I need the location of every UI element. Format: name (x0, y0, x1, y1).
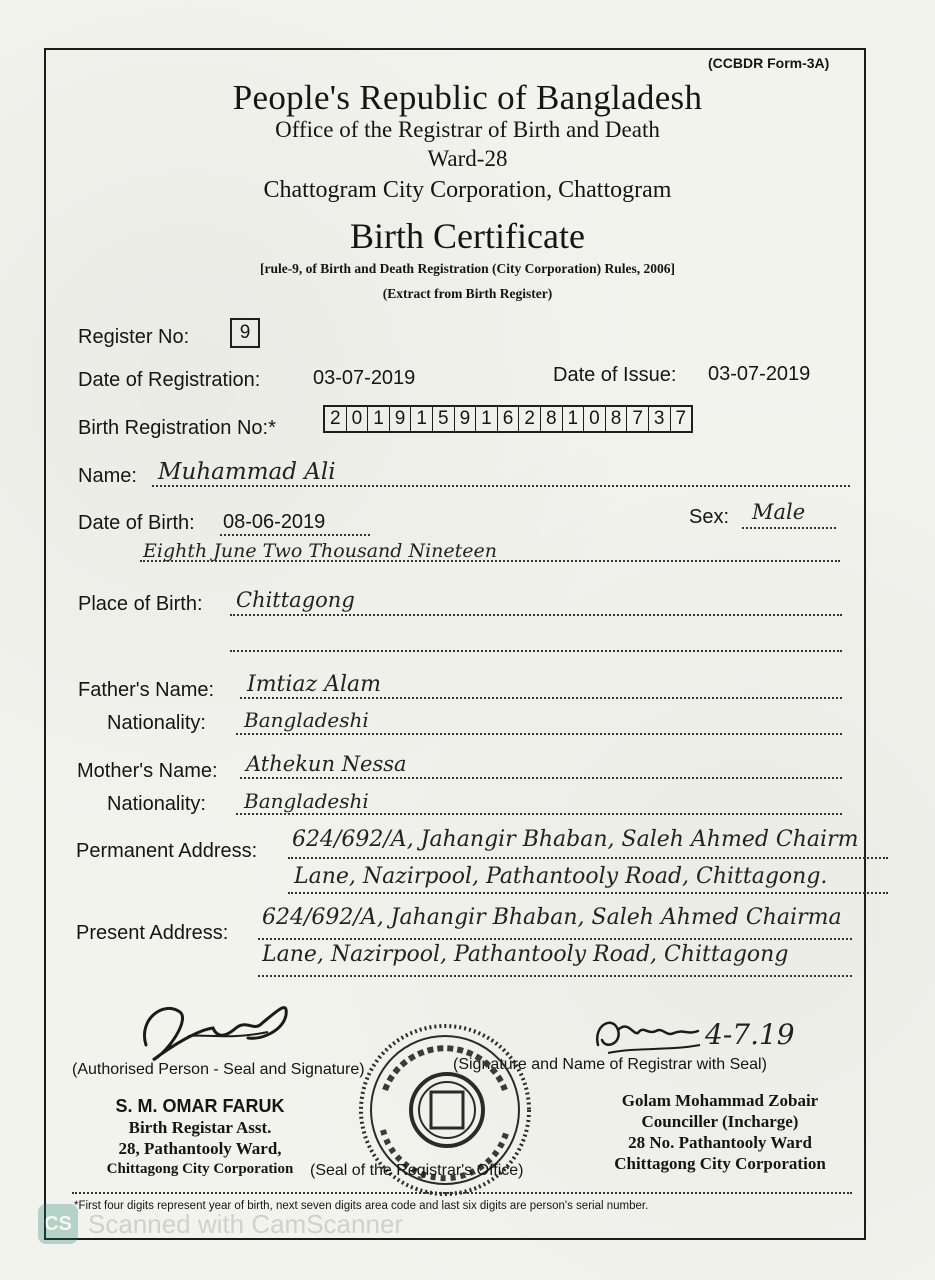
present-address-label: Present Address: (76, 922, 229, 944)
office-title: Office of the Registrar of Birth and Death (275, 117, 660, 142)
seal-caption: (Seal of the Registrar's Office) (310, 1162, 524, 1179)
dob-label: Date of Birth: (78, 512, 195, 534)
place-dotted-line-2 (230, 650, 842, 652)
brn-digit: 9 (455, 407, 477, 431)
issue-date-label: Date of Issue: (553, 364, 677, 386)
rule-reference: [rule-9, of Birth and Death Registration (City Corporation) Rules, 2006] (259, 261, 676, 276)
place-dotted-line-1 (230, 614, 842, 616)
brn-digit: 1 (411, 407, 433, 431)
authorised-caption: (Authorised Person - Seal and Signature) (72, 1061, 365, 1078)
father-nationality-value: Bangladeshi (244, 708, 369, 732)
mother-dotted-line (240, 777, 842, 779)
sex-label: Sex: (689, 506, 730, 528)
name-value: Muhammad Ali (158, 459, 336, 485)
stamp-right-line-2: Counciller (Incharge) (641, 1112, 799, 1131)
registration-date-label: Date of Registration: (78, 369, 261, 391)
perm-dotted-line-1 (288, 857, 888, 859)
registration-date-value: 03-07-2019 (313, 367, 416, 389)
issue-date-value: 03-07-2019 (708, 363, 811, 385)
registrar-caption: (Signature and Name of Registrar with Seal) (453, 1056, 767, 1073)
brn-digit: 9 (390, 407, 412, 431)
dob-dotted-line (220, 534, 370, 536)
present-address-line-2: Lane, Nazirpool, Pathantooly Road, Chittagong (262, 942, 789, 967)
extract-note: (Extract from Birth Register) (382, 286, 553, 301)
authorised-stamp (80, 1096, 320, 1180)
brn-digit: 2 (325, 407, 347, 431)
brn-digit: 8 (541, 407, 563, 431)
stamp-left-line-1: S. M. OMAR FARUK (115, 1096, 285, 1116)
mother-nat-dotted-line (236, 813, 842, 815)
place-of-birth-value: Chittagong (236, 588, 355, 612)
sex-value: Male (752, 500, 806, 524)
father-name-value: Imtiaz Alam (247, 672, 382, 697)
brn-digit: 8 (606, 407, 628, 431)
father-dotted-line (240, 697, 842, 699)
stamp-right-line-1: Golam Mohammad Zobair (621, 1091, 819, 1110)
stamp-left-line-3: 28, Pathantooly Ward, (118, 1139, 282, 1158)
brn-digit-boxes (323, 405, 693, 433)
brn-digit: 3 (649, 407, 671, 431)
mother-name-label: Mother's Name: (77, 760, 218, 782)
permanent-address-label: Permanent Address: (76, 840, 258, 862)
father-nationality-label: Nationality: (107, 712, 206, 734)
pres-dotted-line-2 (258, 975, 852, 977)
corporation-title: Chattogram City Corporation, Chattogram (263, 177, 672, 203)
stamp-left-line-2: Birth Registar Asst. (128, 1118, 272, 1137)
register-no-value: 9 (239, 322, 251, 343)
mother-nationality-label: Nationality: (107, 793, 206, 815)
father-name-label: Father's Name: (78, 679, 215, 701)
dob-in-words: Eighth June Two Thousand Nineteen (143, 540, 498, 562)
register-no-label: Register No: (78, 326, 190, 348)
footnote: *First four digits represent year of birth, next seven digits area code and last six digits are person's serial number. (74, 1200, 649, 1212)
brn-label: Birth Registration No:* (78, 417, 276, 439)
registrar-signature-date: 4-7.19 (705, 1018, 795, 1051)
place-of-birth-label: Place of Birth: (78, 593, 203, 615)
authorised-signature (128, 990, 308, 1070)
name-label: Name: (78, 465, 137, 487)
country-title: People's Republic of Bangladesh (232, 78, 703, 117)
brn-digit: 5 (433, 407, 455, 431)
stamp-right-line-3: 28 No. Pathantooly Ward (628, 1133, 812, 1152)
permanent-address-line-2: Lane, Nazirpool, Pathantooly Road, Chittagong. (294, 864, 828, 889)
dob-words-dotted-line (140, 560, 840, 562)
perm-dotted-line-2 (288, 892, 888, 894)
name-dotted-line (152, 485, 850, 487)
permanent-address-line-1: 624/692/A, Jahangir Bhaban, Saleh Ahmed Chairm (292, 827, 859, 852)
mother-nationality-value: Bangladeshi (244, 789, 369, 813)
pres-dotted-line-1 (258, 938, 852, 940)
registrar-stamp (585, 1090, 855, 1174)
certificate-title: Birth Certificate (350, 216, 585, 256)
mother-name-value: Athekun Nessa (246, 752, 407, 776)
father-nat-dotted-line (236, 733, 842, 735)
present-address-line-1: 624/692/A, Jahangir Bhaban, Saleh Ahmed Chairma (262, 905, 842, 930)
brn-digit: 2 (519, 407, 541, 431)
camscanner-logo-icon: CS (38, 1204, 78, 1244)
brn-digit: 1 (563, 407, 585, 431)
brn-digit: 0 (347, 407, 369, 431)
stamp-left-line-4: Chittagong City Corporation (106, 1161, 294, 1177)
brn-digit: 1 (476, 407, 498, 431)
register-no-box (230, 318, 260, 348)
sex-dotted-line (742, 527, 836, 529)
scanner-watermark (38, 1204, 403, 1244)
stamp-right-line-4: Chittagong City Corporation (614, 1154, 826, 1173)
brn-digit: 7 (627, 407, 649, 431)
form-code: (CCBDR Form-3A) (708, 55, 830, 71)
brn-digit: 0 (584, 407, 606, 431)
brn-digit: 6 (498, 407, 520, 431)
ward-title: Ward-28 (427, 146, 508, 171)
watermark-text: Scanned with CamScanner (88, 1208, 404, 1239)
brn-digit: 1 (368, 407, 390, 431)
brn-digit: 7 (675, 408, 687, 429)
dob-value: 08-06-2019 (223, 511, 326, 533)
footnote-divider (72, 1192, 852, 1194)
